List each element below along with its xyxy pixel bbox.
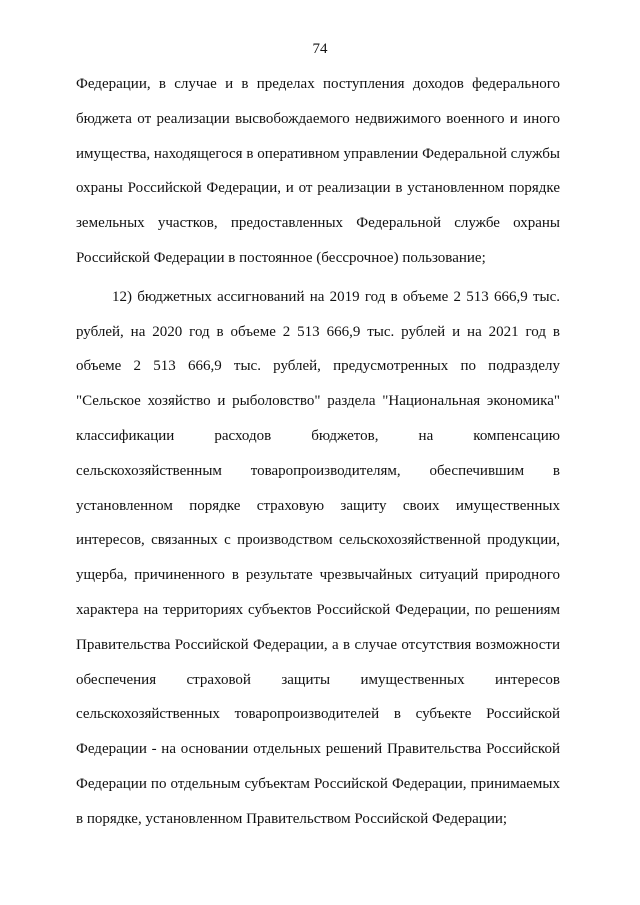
text-line: в порядке, установленном Правительством Российской Федерации; bbox=[76, 810, 508, 827]
text-line: Российской Федерации в постоянное (бессрочное) пользование; bbox=[76, 249, 486, 266]
page-number: 74 bbox=[312, 41, 328, 57]
text-line: 12) бюджетных ассигнований на 2019 год в объеме 2 513 666,9 тыс. bbox=[112, 288, 560, 305]
text-line: Федерации, в случае и в пределах поступления доходов федерального bbox=[76, 76, 560, 92]
text-line: Федерации по отдельным субъектам Российской Федерации, принимаемых bbox=[76, 775, 560, 792]
text-line: бюджета от реализации высвобождаемого недвижимого военного и иного bbox=[76, 110, 560, 127]
text-line: сельскохозяйственным товаропроизводителям, обеспечившим в bbox=[76, 462, 560, 479]
text-line: объеме 2 513 666,9 тыс. рублей, предусмотренных по подразделу bbox=[76, 358, 560, 375]
paragraph-2 bbox=[76, 286, 560, 843]
text-line: рублей, на 2020 год в объеме 2 513 666,9 тыс. рублей и на 2021 год в bbox=[76, 323, 560, 340]
text-line: охраны Российской Федерации, и от реализации в установленном порядке bbox=[76, 180, 560, 197]
text-line: Федерации - на основании отдельных решений Правительства Российской bbox=[76, 741, 560, 758]
text-line: "Сельское хозяйство и рыболовство" раздела "Национальная экономика" bbox=[76, 393, 560, 410]
text-line: интересов, связанных с производством сельскохозяйственной продукции, bbox=[76, 532, 560, 549]
paragraph-1 bbox=[76, 73, 560, 282]
text-line: ущерба, причиненного в результате чрезвычайных ситуаций природного bbox=[76, 567, 560, 584]
text-line: установленном порядке страховую защиту своих имущественных bbox=[76, 497, 560, 514]
text-line: классификации расходов бюджетов, на компенсацию bbox=[76, 427, 560, 444]
text-line: Правительства Российской Федерации, а в случае отсутствия возможности bbox=[76, 636, 560, 653]
body-text bbox=[76, 73, 560, 843]
text-line: земельных участков, предоставленных Федеральной службе охраны bbox=[76, 215, 560, 232]
text-line: имущества, находящегося в оперативном управлении Федеральной службы bbox=[76, 145, 560, 162]
text-line: характера на территориях субъектов Российской Федерации, по решениям bbox=[76, 601, 560, 618]
text-line: сельскохозяйственных товаропроизводителей в субъекте Российской bbox=[76, 706, 560, 723]
text-line: обеспечения страховой защиты имущественных интересов bbox=[76, 671, 560, 688]
